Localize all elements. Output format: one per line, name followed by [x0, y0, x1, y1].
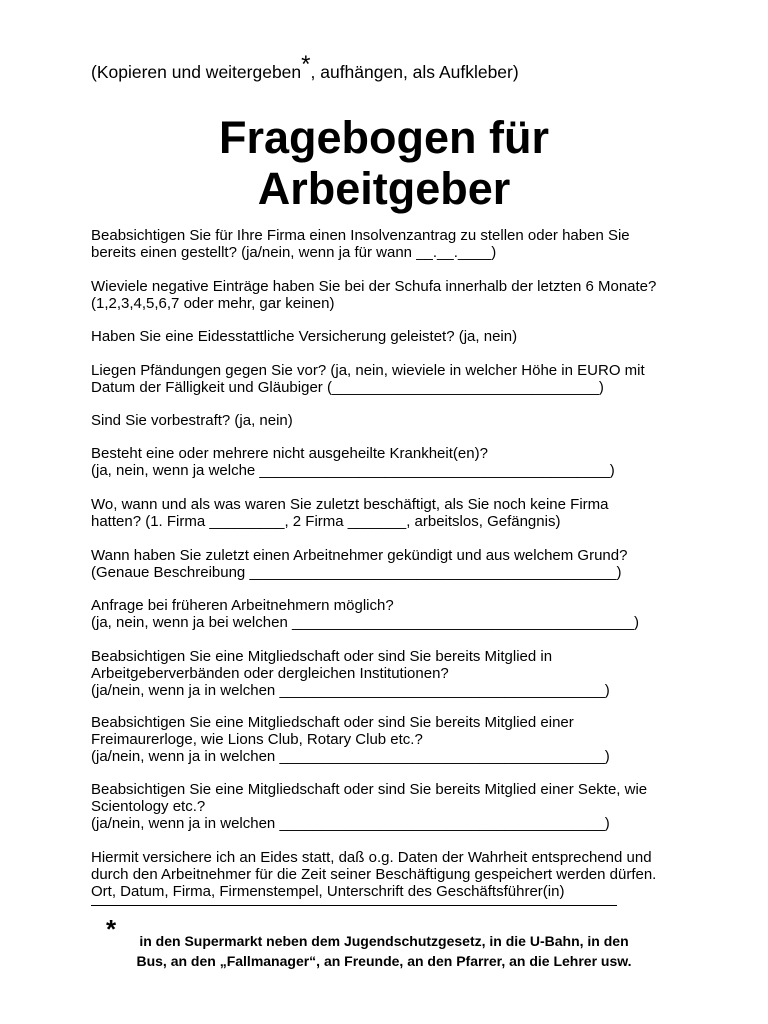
question-line: (ja/nein, wenn ja in welchen _______________________________________) — [91, 748, 610, 765]
question-employer-associations — [91, 648, 691, 699]
question-line: Haben Sie eine Eidesstattliche Versicherung geleistet? (ja, nein) — [91, 328, 518, 345]
title-line-2: Arbeitgeber — [257, 163, 511, 214]
question-last-dismissal — [91, 547, 691, 581]
question-line: Beabsichtigen Sie für Ihre Firma einen Insolvenzantrag zu stellen oder haben Sie — [91, 227, 630, 244]
question-insolvency — [91, 227, 691, 261]
question-line: Anfrage bei früheren Arbeitnehmern möglich? — [91, 597, 394, 614]
intro-text-end: , aufhängen, als Aufkleber) — [310, 62, 519, 82]
question-sect-membership — [91, 781, 691, 832]
question-line: Wo, wann und als was waren Sie zuletzt beschäftigt, als Sie noch keine Firma — [91, 496, 609, 513]
question-line: Hiermit versichere ich an Eides statt, daß o.g. Daten der Wahrheit entsprechend und — [91, 849, 652, 866]
question-line: Sind Sie vorbestraft? (ja, nein) — [91, 412, 293, 429]
question-affidavit — [91, 328, 691, 345]
question-line: Freimaurerloge, wie Lions Club, Rotary Club etc.? — [91, 731, 423, 748]
intro-text-start: (Kopieren und weitergeben — [91, 62, 302, 82]
page-title — [0, 112, 768, 214]
footnote-star: * — [106, 914, 117, 944]
question-line: (1,2,3,4,5,6,7 oder mehr, gar keinen) — [91, 295, 335, 312]
intro-star: * — [301, 51, 311, 78]
question-freemasonry — [91, 714, 691, 765]
question-schufa — [91, 278, 691, 312]
question-line: Wann haben Sie zuletzt einen Arbeitnehmer gekündigt und aus welchem Grund? — [91, 547, 628, 564]
title-line-1: Fragebogen für — [218, 112, 549, 163]
intro-line — [91, 51, 519, 85]
question-garnishment — [91, 362, 691, 396]
question-former-employees — [91, 597, 691, 631]
footnote — [0, 914, 768, 971]
signature-line — [91, 905, 617, 906]
footnote-line-2: Bus, an den „Fallmanager“, an Freunde, an den Pfarrer, an die Lehrer usw. — [136, 953, 632, 969]
question-line: (ja/nein, wenn ja in welchen _______________________________________) — [91, 815, 610, 832]
question-line: (ja, nein, wenn ja welche __________________________________________) — [91, 462, 615, 479]
question-line: Beabsichtigen Sie eine Mitgliedschaft oder sind Sie bereits Mitglied in — [91, 648, 553, 665]
question-line: Besteht eine oder mehrere nicht ausgeheilte Krankheit(en)? — [91, 445, 488, 462]
affidavit-declaration — [91, 849, 691, 900]
question-line: (ja/nein, wenn ja in welchen _______________________________________) — [91, 682, 610, 699]
question-line: Ort, Datum, Firma, Firmenstempel, Unterschrift des Geschäftsführer(in) — [91, 883, 565, 900]
footnote-line-1: in den Supermarkt neben dem Jugendschutzgesetz, in die U-Bahn, in den — [139, 933, 629, 949]
question-line: Datum der Fälligkeit und Gläubiger (________________________________) — [91, 379, 604, 396]
question-line: (Genaue Beschreibung ____________________________________________) — [91, 564, 622, 581]
question-illness — [91, 445, 691, 479]
question-line: bereits einen gestellt? (ja/nein, wenn ja für wann __.__.____) — [91, 244, 497, 261]
question-line: Liegen Pfändungen gegen Sie vor? (ja, nein, wieviele in welcher Höhe in EURO mit — [91, 362, 645, 379]
question-line: Wieviele negative Einträge haben Sie bei der Schufa innerhalb der letzten 6 Monate? — [91, 278, 657, 295]
question-line: hatten? (1. Firma _________, 2 Firma _______, arbeitslos, Gefängnis) — [91, 513, 561, 530]
question-line: Beabsichtigen Sie eine Mitgliedschaft oder sind Sie bereits Mitglied einer Sekte, wie — [91, 781, 648, 798]
question-line: Scientology etc.? — [91, 798, 206, 815]
question-line: (ja, nein, wenn ja bei welchen _________________________________________) — [91, 614, 639, 631]
question-line: Arbeitgeberverbänden oder dergleichen Institutionen? — [91, 665, 449, 682]
question-line: Beabsichtigen Sie eine Mitgliedschaft oder sind Sie bereits Mitglied einer — [91, 714, 574, 731]
question-previous-employment — [91, 496, 691, 530]
question-line: durch den Arbeitnehmer für die Zeit seiner Beschäftigung gespeichert werden dürfen. — [91, 866, 657, 883]
question-criminal-record — [91, 412, 691, 429]
